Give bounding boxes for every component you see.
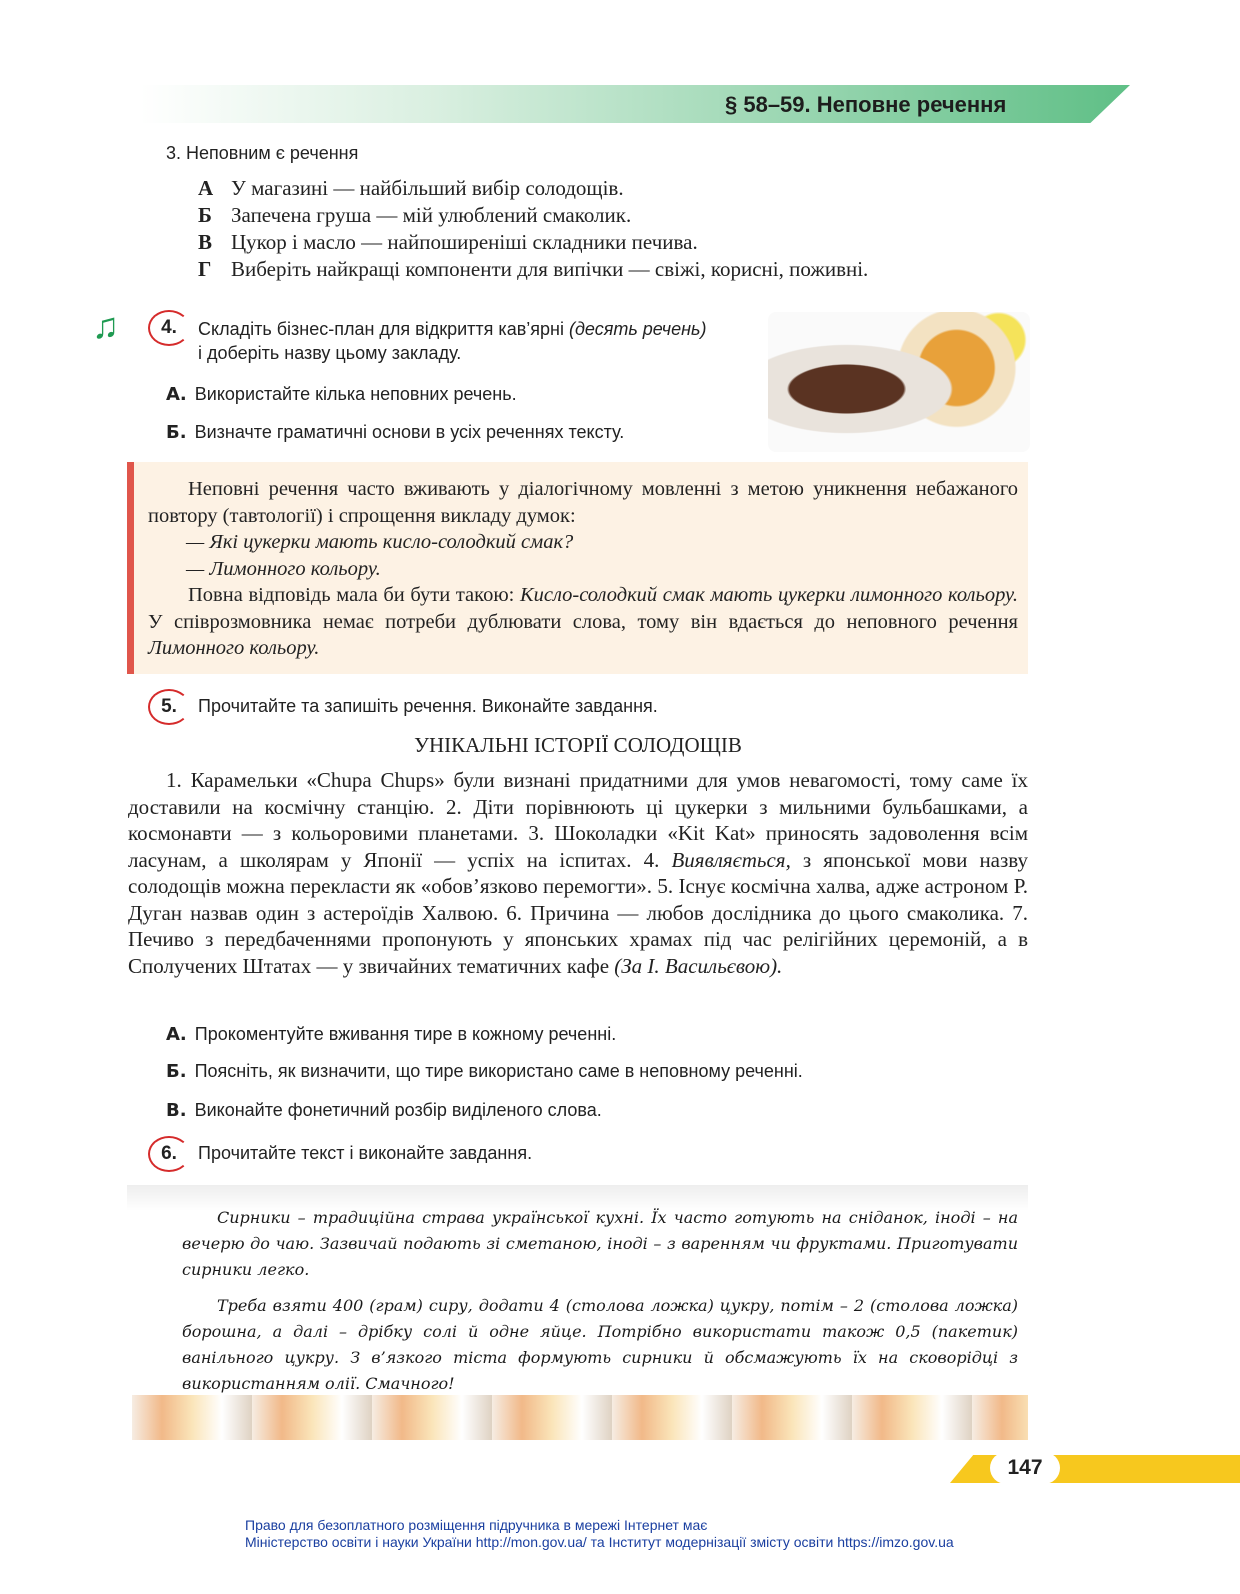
q3-text: 3. Неповним є речення bbox=[166, 143, 359, 163]
q5-paragraph: 1. Карамельки «Chupa Chups» були визнані придатними для умов невагомості, тому саме їх доставили на космічну станцію. 2. Діти порівнюють ці цукерки з мильними бульбашками, а космонавти — з кольоровими планетами. 3. Шоколадки «Kit Kat» приносять задоволення всім ласунам, а школярам у Японії — успіх на іспитах. 4. Виявляється, з японської мови назву солодощів можна перекласти як «обов’язково перемогти». 5. Існує космічна халва, адже астроном Р. Дуган назвав один з астероїдів Халвою. 6. Причина — любов дослідника до цього смаколика. 7. Печиво з передбаченнями пропонують у японських храмах під час релігійних церемоній, а в Сполучених Штатах — у звичайних тематичних кафе (За І. Васильєвою). bbox=[128, 768, 1028, 978]
cake-and-tea-image bbox=[768, 312, 1030, 452]
rule-box: Неповні речення часто вживають у діалогічному мовленні з метою уникнення небажаного повтору (тавтології) і спрощення викладу думок: — Які цукерки мають кисло-солодкий смак? — Лимонного кольору. Повна відповідь мала би бути такою: Кисло-солодкий смак мають цукерки лимонного кольору. У співрозмовника немає потреби дублювати слова, тому він вдається до неповного речення Лимонного кольору. bbox=[127, 462, 1028, 674]
task-number: 4. bbox=[148, 310, 190, 346]
q3-option: Б Запечена груша — мій улюблений смаколик. bbox=[198, 203, 632, 227]
q5-task: А. Прокоментуйте вживання тире в кожному реченні. bbox=[166, 1024, 617, 1045]
q6-text: Прочитайте текст і виконайте завдання. bbox=[198, 1143, 533, 1163]
q5-task: Б. Поясніть, як визначити, що тире використано саме в неповному реченні. bbox=[166, 1061, 803, 1082]
kitchen-utensils-decoration bbox=[132, 1395, 1028, 1440]
q3-option: А У магазині — найбільший вибір солодощів. bbox=[198, 176, 624, 200]
footer-note: Право для безоплатного розміщення підручника в мережі Інтернет має Міністерство освіти і науки України http://mon.gov.ua/ та Інститут модернізації змісту освіти https://imzo.gov.ua bbox=[245, 1517, 954, 1550]
lyre-icon: ♫ bbox=[92, 305, 119, 346]
q3-option: Г Виберіть найкращі компоненти для випічки — свіжі, корисні, поживні. bbox=[198, 257, 869, 281]
q4-task-b: Б. Визначте граматичні основи в усіх реченнях тексту. bbox=[166, 422, 625, 443]
task-number: 5. bbox=[148, 689, 190, 725]
q4-task-a: А. Використайте кілька неповних речень. bbox=[166, 384, 517, 405]
q5-text: Прочитайте та запишіть речення. Виконайте завдання. bbox=[198, 696, 658, 716]
text-title: УНІКАЛЬНІ ІСТОРІЇ СОЛОДОЩІВ bbox=[414, 733, 742, 757]
q3-option: В Цукор і масло — найпоширеніші складники печива. bbox=[198, 230, 698, 254]
page-number: 147 bbox=[990, 1452, 1060, 1484]
q4-text: Складіть бізнес-план для відкриття кав’ярні (десять речень) і доберіть назву цьому закладу. bbox=[198, 319, 707, 363]
q5-task: В. Виконайте фонетичний розбір виділеного слова. bbox=[166, 1100, 602, 1121]
handwritten-text: Сирники – традиційна страва української кухні. Їх часто готують на сніданок, іноді – на вечерю до чаю. Зазвичай подають зі сметаною, іноді – з варенням чи фруктами. Приготувати сирники легко. Треба взяти 400 (грам) сиру, додати 4 (столова ложка) цукру, потім – 2 (столова ложка) борошна, а далі – дрібку солі й одне яйце. Потрібно використати також 0,5 (пакетик) ванільного цукру. З в’язкого тіста формують сирники й обсмажують їх на сковорідці з використанням олії. Смачного! bbox=[127, 1185, 1028, 1445]
task-number: 6. bbox=[148, 1136, 190, 1172]
page-title: § 58–59. Неповне речення bbox=[725, 92, 1007, 117]
